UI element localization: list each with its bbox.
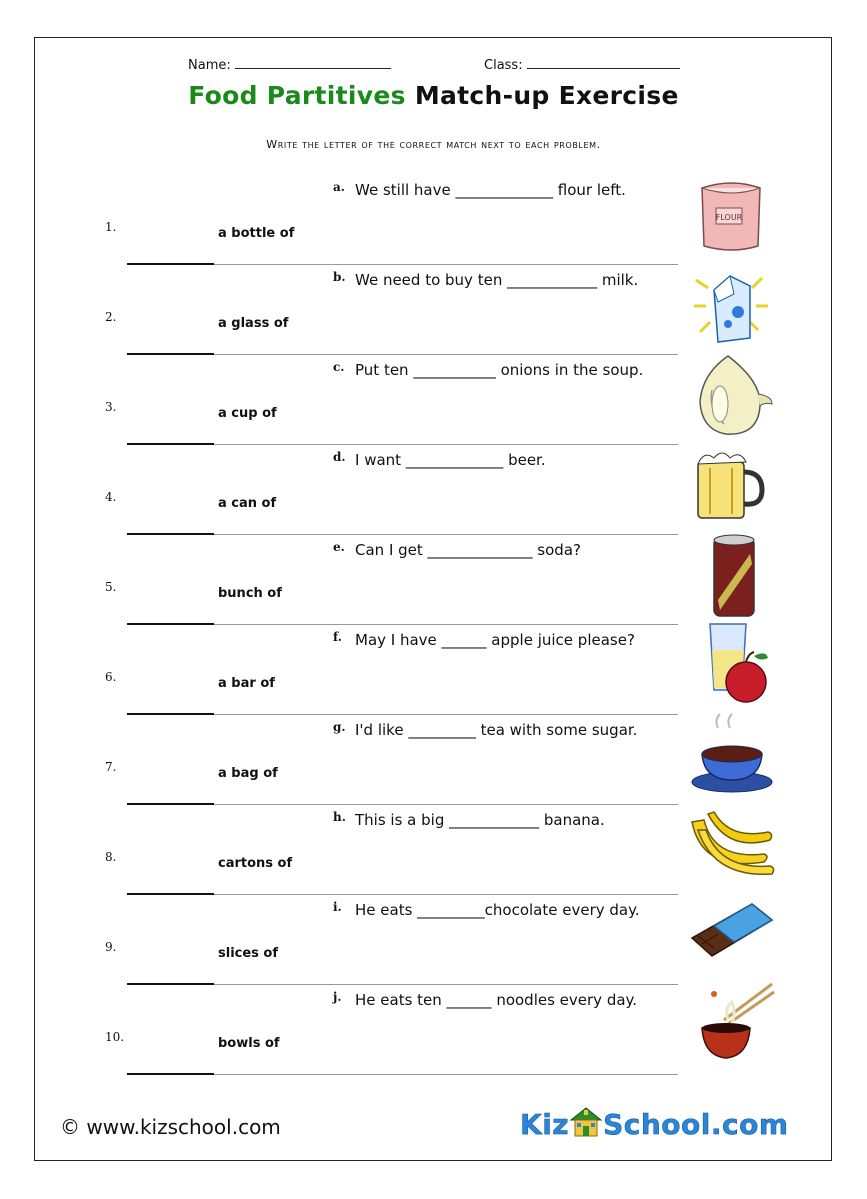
logo-text-school: School.com	[603, 1108, 789, 1141]
soda-can-icon	[688, 530, 776, 618]
flour-bag-icon	[688, 170, 776, 258]
beer-mug-icon	[688, 440, 776, 528]
schoolhouse-icon	[569, 1106, 603, 1145]
title-suffix: Match-up Exercise	[414, 81, 679, 110]
partitive-phrase: a cup of	[218, 406, 277, 421]
row-divider	[214, 714, 678, 715]
class-field	[484, 56, 680, 73]
answer-letter: g.	[333, 720, 346, 734]
problem-number: 5.	[105, 580, 117, 594]
noodle-bowl-icon	[688, 980, 776, 1068]
problem-number: 9.	[105, 940, 117, 954]
answer-blank[interactable]	[127, 533, 214, 535]
answer-letter: h.	[333, 810, 346, 824]
answer-letter: e.	[333, 540, 345, 554]
tea-cup-icon	[688, 710, 776, 798]
exercise-row	[0, 180, 867, 270]
name-blank[interactable]	[235, 56, 391, 69]
class-label: Class:	[484, 58, 523, 73]
row-divider	[214, 984, 678, 985]
problem-number: 3.	[105, 400, 117, 414]
exercise-row	[0, 810, 867, 900]
exercise-row	[0, 270, 867, 360]
answer-blank[interactable]	[127, 893, 214, 895]
exercise-row	[0, 990, 867, 1080]
juice-apple-icon	[688, 620, 776, 708]
answer-blank[interactable]	[127, 803, 214, 805]
problem-number: 6.	[105, 670, 117, 684]
problem-number: 7.	[105, 760, 117, 774]
sentence-text: Can I get ______________ soda?	[355, 541, 581, 559]
partitive-phrase: a can of	[218, 496, 277, 511]
name-label: Name:	[188, 58, 231, 73]
answer-blank[interactable]	[127, 713, 214, 715]
row-divider	[214, 354, 678, 355]
row-divider	[214, 804, 678, 805]
chocolate-bar-icon	[688, 890, 776, 978]
partitive-phrase: bunch of	[218, 586, 282, 601]
instructions: Write the letter of the correct match next to each problem.	[266, 138, 601, 151]
sentence-text: I want _____________ beer.	[355, 451, 546, 469]
row-divider	[214, 894, 678, 895]
exercise-row	[0, 540, 867, 630]
name-field	[188, 56, 391, 73]
answer-letter: b.	[333, 270, 346, 284]
sentence-text: This is a big ____________ banana.	[355, 811, 605, 829]
sentence-text: Put ten ___________ onions in the soup.	[355, 361, 644, 379]
problem-number: 2.	[105, 310, 117, 324]
answer-blank[interactable]	[127, 443, 214, 445]
row-divider	[214, 624, 678, 625]
exercise-row	[0, 900, 867, 990]
svg-text:FLOUR: FLOUR	[715, 213, 743, 222]
answer-blank[interactable]	[127, 263, 214, 265]
exercise-row	[0, 720, 867, 810]
answer-letter: i.	[333, 900, 342, 914]
exercise-row	[0, 360, 867, 450]
sentence-text: We still have _____________ flour left.	[355, 181, 626, 199]
partitive-phrase: cartons of	[218, 856, 293, 871]
exercise-row	[0, 450, 867, 540]
answer-letter: c.	[333, 360, 345, 374]
partitive-phrase: slices of	[218, 946, 279, 961]
answer-letter: a.	[333, 180, 345, 194]
exercise-row	[0, 630, 867, 720]
answer-letter: f.	[333, 630, 342, 644]
class-blank[interactable]	[527, 56, 680, 69]
sentence-text: He eats _________chocolate every day.	[355, 901, 640, 919]
answer-letter: j.	[333, 990, 342, 1004]
answer-blank[interactable]	[127, 353, 214, 355]
row-divider	[214, 444, 678, 445]
answer-blank[interactable]	[127, 1073, 214, 1075]
partitive-phrase: a bar of	[218, 676, 275, 691]
answer-blank[interactable]	[127, 623, 214, 625]
partitive-phrase: a bag of	[218, 766, 278, 781]
onion-icon	[688, 350, 776, 438]
logo-text-kiz: Kiz	[520, 1108, 570, 1141]
banana-bunch-icon	[688, 800, 776, 888]
page-title	[0, 81, 867, 110]
answer-letter: d.	[333, 450, 346, 464]
problem-number: 10.	[105, 1030, 125, 1044]
sentence-text: We need to buy ten ____________ milk.	[355, 271, 639, 289]
copyright-text: © www.kizschool.com	[60, 1115, 281, 1139]
sentence-text: I'd like _________ tea with some sugar.	[355, 721, 638, 739]
milk-carton-icon	[688, 260, 776, 348]
partitive-phrase: a bottle of	[218, 226, 295, 241]
row-divider	[214, 264, 678, 265]
sentence-text: He eats ten ______ noodles every day.	[355, 991, 638, 1009]
problem-number: 8.	[105, 850, 117, 864]
sentence-text: May I have ______ apple juice please?	[355, 631, 635, 649]
problem-number: 4.	[105, 490, 117, 504]
title-topic: Food Partitives	[188, 81, 406, 110]
row-divider	[214, 1074, 678, 1075]
kizschool-logo	[520, 1106, 789, 1145]
row-divider	[214, 534, 678, 535]
partitive-phrase: bowls of	[218, 1036, 280, 1051]
problem-number: 1.	[105, 220, 117, 234]
partitive-phrase: a glass of	[218, 316, 289, 331]
answer-blank[interactable]	[127, 983, 214, 985]
